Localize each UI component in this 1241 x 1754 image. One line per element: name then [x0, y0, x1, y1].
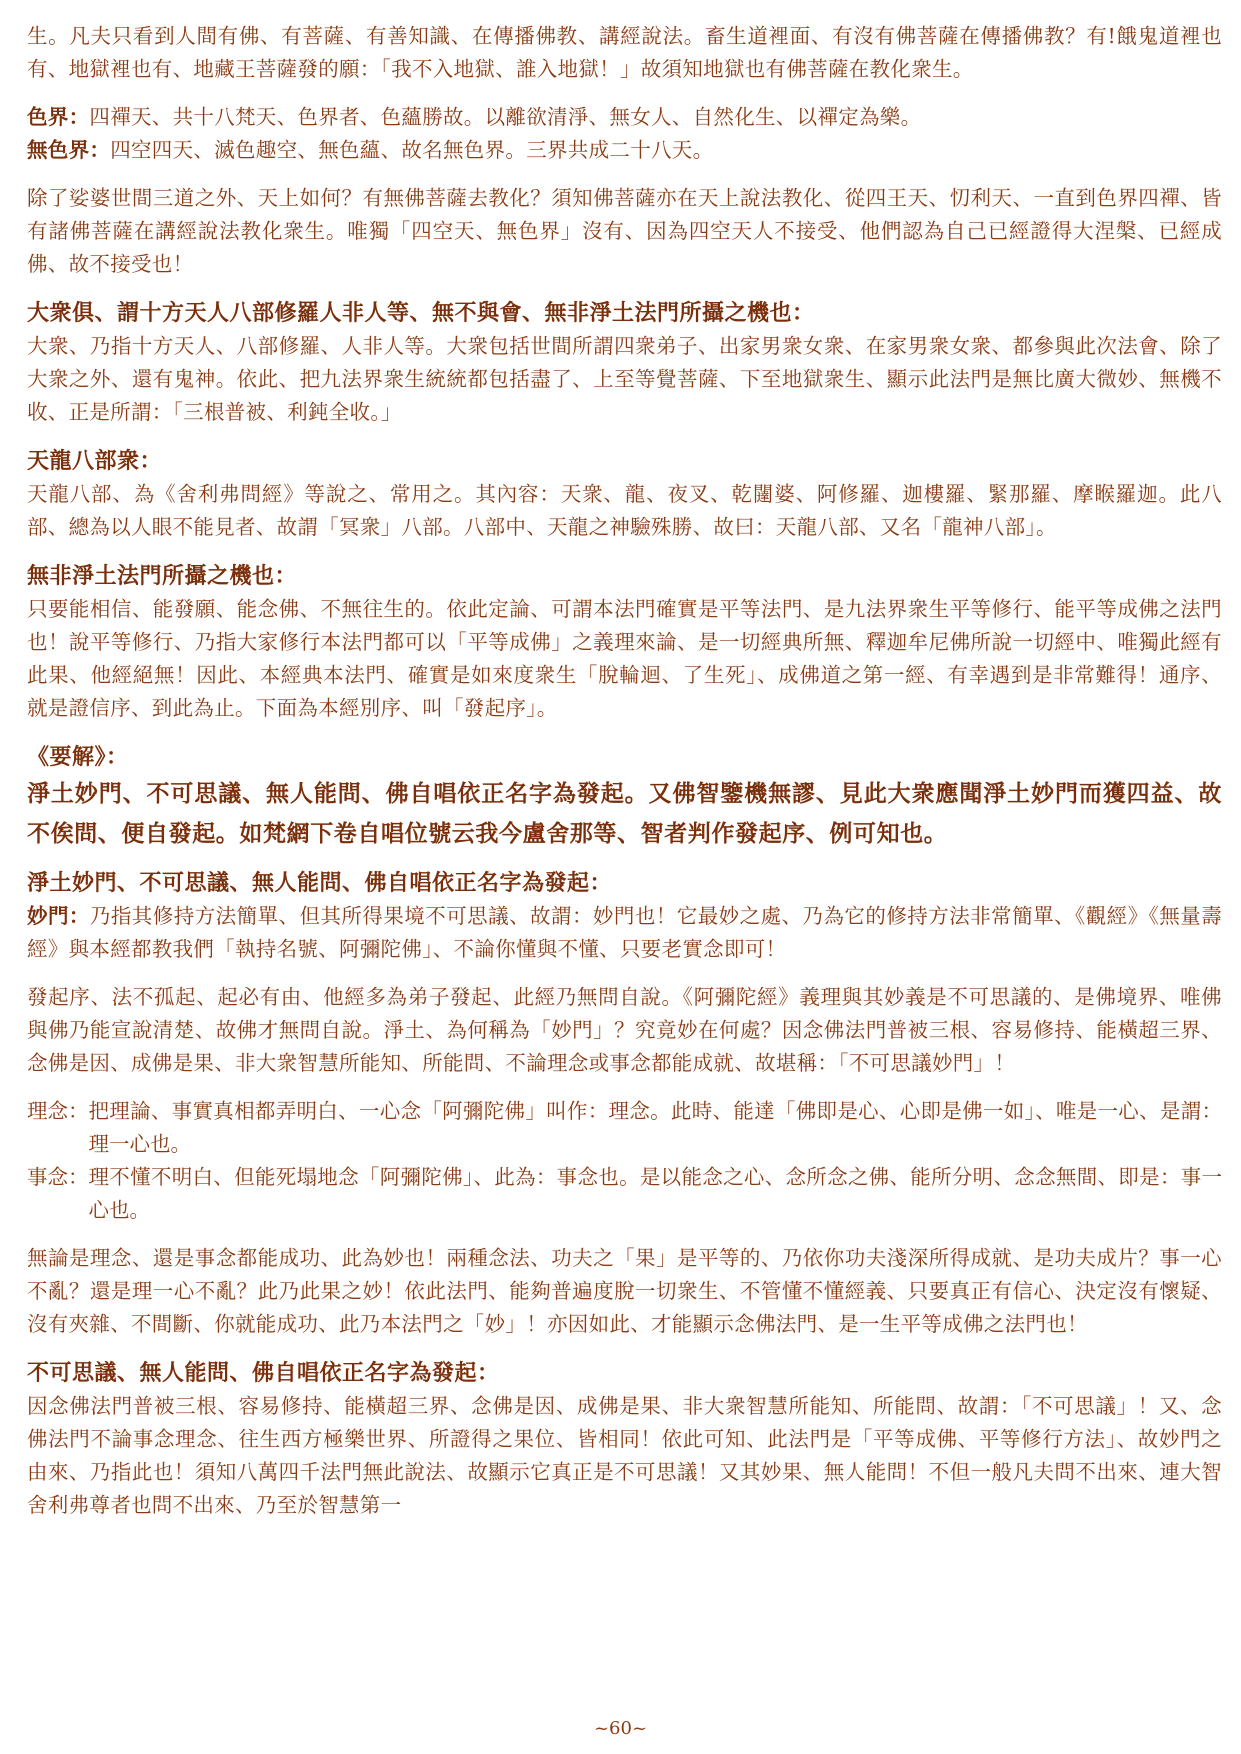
- definition-form-realm: [27, 101, 1222, 134]
- term-text: 把理論、事實真相都弄明白、一心念「阿彌陀佛」叫作：理念。此時、能達「佛即是心、心即是佛一如」、唯是一心、是謂：理一心也。: [88, 1099, 1222, 1156]
- paragraph: 發起序、法不孤起、起必有由、他經多為弟子發起、此經乃無問自說。《阿彌陀經》義理與其妙義是不可思議的、是佛境界、唯佛與佛乃能宣說清楚、故佛才無問自說。淨土、為何稱為「妙門」？究竟妙在何處？因念佛法門普被三根、容易修持、能橫超三界、念佛是因、成佛是果、非大衆智慧所能知、所能問、不論理念或事念都能成就、故堪稱：「不可思議妙門」！: [27, 985, 1222, 1075]
- term-text: 理不懂不明白、但能死塌地念「阿彌陀佛」、此為：事念也。是以能念之心、念所念之佛、能所分明、念念無間、即是：事一心也。: [88, 1165, 1222, 1222]
- section-heading: 天龍八部衆：: [27, 448, 163, 474]
- term-label: 色界：: [27, 105, 90, 129]
- paragraph: 無論是理念、還是事念都能成功、此為妙也！兩種念法、功夫之「果」是平等的、乃依你功夫淺深所得成就、是功夫成片？事一心不亂？還是理一心不亂？此乃此果之妙！依此法門、能夠普遍度脫一切衆生、不管懂不懂經義、只要真正有信心、決定沒有懷疑、沒有夾雜、不間斷、你就能成功、此乃本法門之「妙」！亦因如此、才能顯示念佛法門、是一生平等成佛之法門也！: [27, 1246, 1222, 1336]
- term-text: 四空四天、滅色趣空、無色蘊、故名無色界。三界共成二十八天。: [110, 138, 714, 162]
- section-heading: 無非淨土法門所攝之機也：: [27, 563, 298, 589]
- paragraph: 因念佛法門普被三根、容易修持、能橫超三界、念佛是因、成佛是果、非大衆智慧所能知、所能問、故謂：「不可思議」！又、念佛法門不論事念理念、往生西方極樂世界、所證得之果位、皆相同！依此可知、此法門是「平等成佛、平等修行方法」、故妙門之由來、乃指此也！須知八萬四千法門無此說法、故顯示它真正是不可思議！又其妙果、無人能問！不但一般凡夫問不出來、連大智舍利弗尊者也問不出來、乃至於智慧第一: [27, 1394, 1222, 1517]
- definition-wonderful-gate: [27, 900, 1222, 966]
- definition-practice-recitation: [27, 1161, 1222, 1227]
- definition-formless-realm: [27, 134, 1222, 167]
- paragraph: 天龍八部、為《舍利弗問經》等說之、常用之。其內容：天衆、龍、夜叉、乾闥婆、阿修羅、迦樓羅、緊那羅、摩睺羅迦。此八部、總為以人眼不能見者、故謂「冥衆」八部。八部中、天龍之神驗殊勝、故曰：天龍八部、又名「龍神八部」。: [27, 482, 1222, 539]
- section-heading: 大衆俱、謂十方天人八部修羅人非人等、無不與會、無非淨土法門所攝之機也：: [27, 300, 815, 326]
- paragraph: 除了娑婆世間三道之外、天上如何？有無佛菩薩去教化？須知佛菩薩亦在天上說法教化、從四王天、忉利天、一直到色界四禪、皆有諸佛菩薩在講經說法教化衆生。唯獨「四空天、無色界」沒有、因為四空天人不接受、他們認為自己已經證得大涅槃、已經成佛、故不接受也！: [27, 186, 1222, 276]
- term-label: 理念：: [27, 1099, 89, 1123]
- paragraph: 大衆、乃指十方天人、八部修羅、人非人等。大衆包括世間所謂四衆弟子、出家男衆女衆、在家男衆女衆、都參與此次法會、除了大衆之外、還有鬼神。依此、把九法界衆生統統都包括盡了、上至等覺菩薩、下至地獄衆生、顯示此法門是無比廣大微妙、無機不收、正是所謂：「三根普被、利鈍全收。」: [27, 334, 1222, 424]
- quoted-commentary: 淨土妙門、不可思議、無人能問、佛自唱依正名字為發起。又佛智鑒機無謬、見此大衆應聞淨土妙門而獲四益、故不俟問、便自發起。如梵網下卷自唱位號云我今盧舍那等、智者判作發起序、例可知也。: [27, 780, 1222, 847]
- document-body: [27, 20, 1222, 1537]
- definition-principle-recitation: [27, 1095, 1222, 1161]
- page-number: ~60~: [593, 1718, 648, 1739]
- section-heading: 《要解》：: [27, 744, 129, 770]
- paragraph: 只要能相信、能發願、能念佛、不無往生的。依此定論、可謂本法門確實是平等法門、是九法界衆生平等修行、能平等成佛之法門也！說平等修行、乃指大家修行本法門都可以「平等成佛」之義理來論、是一切經典所無、釋迦牟尼佛所說一切經中、唯獨此經有此果、他經絕無！因此、本經典本法門、確實是如來度衆生「脫輪迴、了生死」、成佛道之第一經、有幸遇到是非常難得！通序、就是證信序、到此為止。下面為本經別序、叫「發起序」。: [27, 597, 1222, 720]
- term-text: 乃指其修持方法簡單、但其所得果境不可思議、故謂：妙門也！它最妙之處、乃為它的修持方法非常簡單、《觀經》《無量壽經》與本經都教我們「執持名號、阿彌陀佛」、不論你懂與不懂、只要老實念即可！: [27, 904, 1223, 961]
- paragraph: 生。凡夫只看到人間有佛、有菩薩、有善知識、在傳播佛教、講經說法。畜生道裡面、有沒有佛菩薩在傳播佛教？有!餓鬼道裡也有、地獄裡也有、地藏王菩薩發的願：「我不入地獄、誰入地獄！」故須知地獄也有佛菩薩在教化衆生。: [27, 24, 1222, 81]
- term-label: 無色界：: [27, 138, 111, 162]
- term-label: 事念：: [27, 1165, 89, 1189]
- term-text: 四禪天、共十八梵天、色界者、色蘊勝故。以離欲清淨、無女人、自然化生、以禪定為樂。: [89, 105, 922, 129]
- section-heading: 淨土妙門、不可思議、無人能問、佛自唱依正名字為發起：: [27, 870, 613, 896]
- section-heading: 不可思議、無人能問、佛自唱依正名字為發起：: [27, 1360, 500, 1386]
- term-label: 妙門：: [27, 904, 90, 928]
